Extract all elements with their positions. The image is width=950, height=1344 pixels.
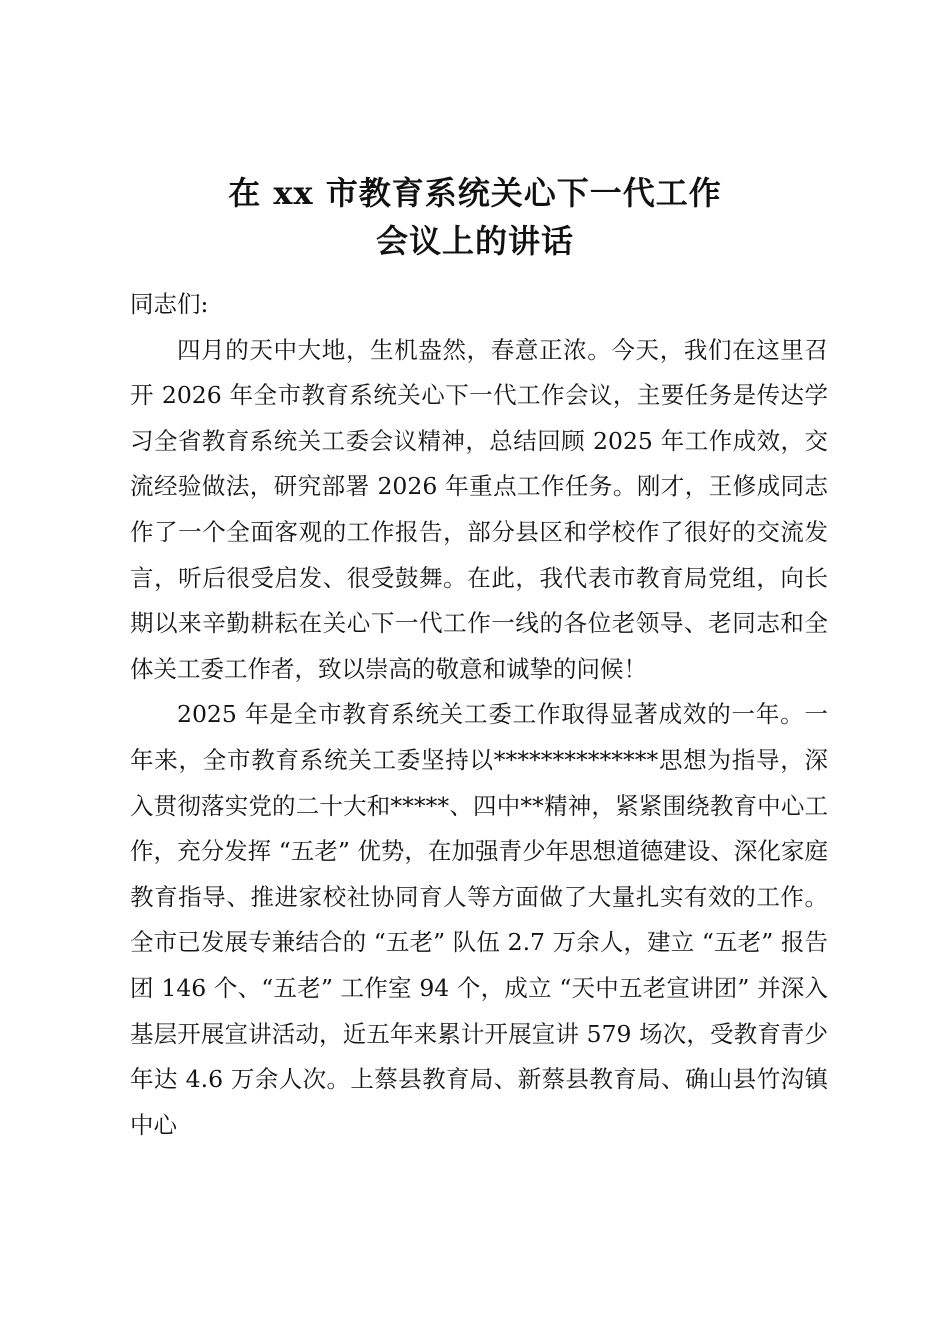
paragraph-1: 四月的天中大地，生机盎然，春意正浓。今天，我们在这里召开 2026 年全市教育系统关心下一代工作会议，主要任务是传达学习全省教育系统关工委会议精神，总结回顾 2025 年工作成效，交流经验做法，研究部署 2026 年重点工作任务。刚才，王修成同志作了一个全面客观的工作报告，部分县区和学校作了很好的交流发言，听后很受启发、很受鼓舞。在此，我代表市教育局党组，向长期以来辛勤耕耘在关心下一代工作一线的各位老领导、老同志和全体关工委工作者，致以崇高的敬意和诚挚的问候！: [130, 335, 828, 683]
document-title-line-1: 在 xx 市教育系统关心下一代工作: [228, 174, 722, 212]
document-title-line-2: 会议上的讲话: [375, 222, 574, 260]
paragraph-2: 2025 年是全市教育系统关工委工作取得显著成效的一年。一年来，全市教育系统关工委坚持以**************思想为指导，深入贯彻落实党的二十大和*****、四中**精神，紧紧围绕教育中心工作，充分发挥 “五老” 优势，在加强青少年思想道德建设、深化家庭教育指导、推进家校社协同育人等方面做了大量扎实有效的工作。全市已发展专兼结合的 “五老” 队伍 2.7 万余人，建立 “五老” 报告团 146 个、“五老” 工作室 94 个，成立 “天中五老宣讲团” 并深入基层开展宣讲活动，近五年来累计开展宣讲 579 场次，受教育青少年达 4.6 万余人次。上蔡县教育局、新蔡县教育局、确山县竹沟镇中心: [130, 700, 828, 1139]
document-body: [130, 282, 828, 1148]
salutation: 同志们:: [130, 290, 209, 318]
